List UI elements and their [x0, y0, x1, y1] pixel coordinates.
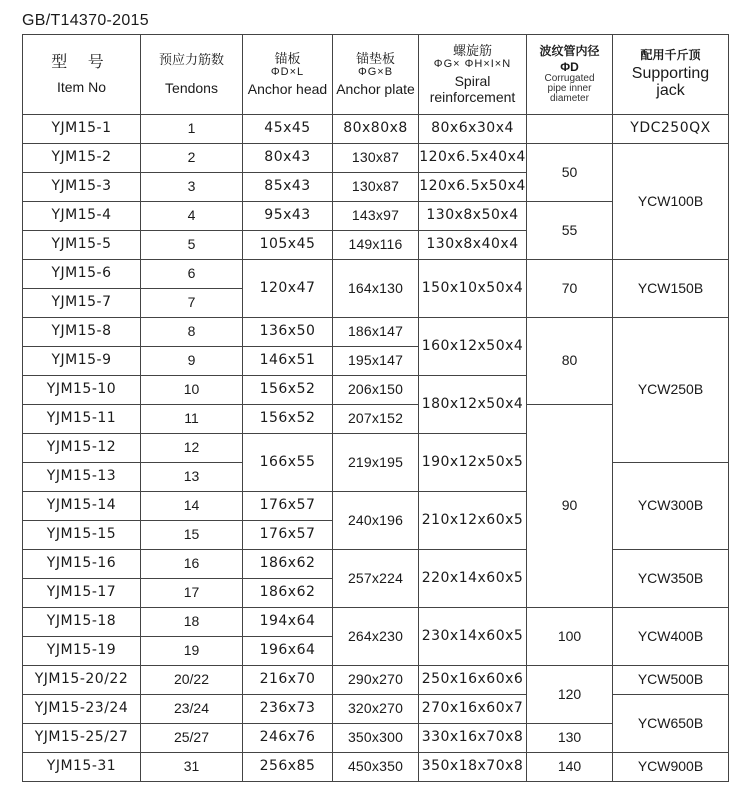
pipe-diameter-cell: 100 — [527, 608, 613, 666]
tendons-cell: 14 — [141, 492, 243, 521]
anchor-plate-cell: 143x97 — [333, 202, 419, 231]
anchor-head-cell: 80x43 — [243, 144, 333, 173]
tendons-cell: 3 — [141, 173, 243, 202]
item-cell: YJM15-13 — [23, 463, 141, 492]
table-row — [23, 550, 729, 579]
anchor-head-cell: 246x76 — [243, 724, 333, 753]
pipe-diameter-cell: 70 — [527, 260, 613, 318]
pipe-diameter-cell: 55 — [527, 202, 613, 260]
tendons-cell: 10 — [141, 376, 243, 405]
item-cell: YJM15-5 — [23, 231, 141, 260]
tendons-cell: 9 — [141, 347, 243, 376]
tendons-cell: 23/24 — [141, 695, 243, 724]
pipe-diameter-cell: 130 — [527, 724, 613, 753]
tendons-cell: 8 — [141, 318, 243, 347]
anchor-head-cell: 156x52 — [243, 376, 333, 405]
tendons-cell: 15 — [141, 521, 243, 550]
spiral-cell: 220x14x60x5 — [419, 550, 527, 608]
table-row — [23, 666, 729, 695]
anchor-head-cell: 196x64 — [243, 637, 333, 666]
anchor-head-cell: 186x62 — [243, 550, 333, 579]
item-cell: YJM15-9 — [23, 347, 141, 376]
anchor-head-cell: 85x43 — [243, 173, 333, 202]
tendons-cell: 25/27 — [141, 724, 243, 753]
anchor-plate-cell: 130x87 — [333, 144, 419, 173]
anchor-plate-cell: 206x150 — [333, 376, 419, 405]
spiral-cell: 120x6.5x40x4 — [419, 144, 527, 173]
tendons-cell: 13 — [141, 463, 243, 492]
header-anchor-head: 锚板 ΦD×L Anchor head — [243, 35, 333, 115]
table-row — [23, 144, 729, 173]
item-cell: YJM15-15 — [23, 521, 141, 550]
jack-cell: YCW900B — [613, 753, 729, 782]
header-tendons: 预应力筋数 Tendons — [141, 35, 243, 115]
item-cell: YJM15-19 — [23, 637, 141, 666]
anchor-head-cell: 194x64 — [243, 608, 333, 637]
spiral-cell: 130x8x40x4 — [419, 231, 527, 260]
jack-cell: YCW300B — [613, 463, 729, 550]
jack-cell: YCW350B — [613, 550, 729, 608]
item-cell: YJM15-2 — [23, 144, 141, 173]
item-cell: YJM15-1 — [23, 115, 141, 144]
item-cell: YJM15-7 — [23, 289, 141, 318]
spiral-cell: 120x6.5x50x4 — [419, 173, 527, 202]
pipe-diameter-cell: 140 — [527, 753, 613, 782]
anchor-head-cell: 45x45 — [243, 115, 333, 144]
tendons-cell: 6 — [141, 260, 243, 289]
tendons-cell: 17 — [141, 579, 243, 608]
pipe-diameter-cell: 80 — [527, 318, 613, 405]
tendons-cell: 16 — [141, 550, 243, 579]
spiral-cell: 270x16x60x7 — [419, 695, 527, 724]
table-row — [23, 260, 729, 289]
spiral-cell: 160x12x50x4 — [419, 318, 527, 376]
anchor-plate-cell: 350x300 — [333, 724, 419, 753]
item-cell: YJM15-25/27 — [23, 724, 141, 753]
jack-cell: YDC250QX — [613, 115, 729, 144]
anchor-head-cell: 186x62 — [243, 579, 333, 608]
anchor-spec-table — [22, 34, 729, 782]
tendons-cell: 18 — [141, 608, 243, 637]
anchor-plate-cell: 186x147 — [333, 318, 419, 347]
tendons-cell: 20/22 — [141, 666, 243, 695]
item-cell: YJM15-16 — [23, 550, 141, 579]
item-cell: YJM15-23/24 — [23, 695, 141, 724]
anchor-head-cell: 176x57 — [243, 521, 333, 550]
anchor-head-cell: 136x50 — [243, 318, 333, 347]
table-row — [23, 695, 729, 724]
anchor-head-cell: 176x57 — [243, 492, 333, 521]
anchor-plate-cell: 264x230 — [333, 608, 419, 666]
item-cell: YJM15-8 — [23, 318, 141, 347]
item-cell: YJM15-3 — [23, 173, 141, 202]
spiral-cell: 210x12x60x5 — [419, 492, 527, 550]
item-cell: YJM15-17 — [23, 579, 141, 608]
jack-cell: YCW400B — [613, 608, 729, 666]
header-pipe-diameter: 波纹管内径 ΦD Corrugated pipe inner diameter — [527, 35, 613, 115]
spiral-cell: 180x12x50x4 — [419, 376, 527, 434]
pipe-diameter-cell: 120 — [527, 666, 613, 724]
tendons-cell: 7 — [141, 289, 243, 318]
pipe-diameter-cell — [527, 115, 613, 144]
table-row — [23, 753, 729, 782]
tendons-cell: 4 — [141, 202, 243, 231]
spiral-cell: 80x6x30x4 — [419, 115, 527, 144]
item-cell: YJM15-4 — [23, 202, 141, 231]
anchor-plate-cell: 450x350 — [333, 753, 419, 782]
item-cell: YJM15-14 — [23, 492, 141, 521]
anchor-plate-cell: 195x147 — [333, 347, 419, 376]
spiral-cell: 190x12x50x5 — [419, 434, 527, 492]
spiral-cell: 350x18x70x8 — [419, 753, 527, 782]
header-anchor-plate: 锚垫板 ΦG×B Anchor plate — [333, 35, 419, 115]
spiral-cell: 250x16x60x6 — [419, 666, 527, 695]
spiral-cell: 150x10x50x4 — [419, 260, 527, 318]
spiral-cell: 330x16x70x8 — [419, 724, 527, 753]
standard-code: GB/T14370-2015 — [22, 12, 149, 29]
anchor-head-cell: 216x70 — [243, 666, 333, 695]
item-cell: YJM15-31 — [23, 753, 141, 782]
jack-cell: YCW500B — [613, 666, 729, 695]
tendons-cell: 31 — [141, 753, 243, 782]
jack-cell: YCW650B — [613, 695, 729, 753]
item-cell: YJM15-11 — [23, 405, 141, 434]
anchor-plate-cell: 240x196 — [333, 492, 419, 550]
anchor-plate-cell: 257x224 — [333, 550, 419, 608]
tendons-cell: 2 — [141, 144, 243, 173]
anchor-head-cell: 156x52 — [243, 405, 333, 434]
anchor-head-cell: 95x43 — [243, 202, 333, 231]
item-cell: YJM15-10 — [23, 376, 141, 405]
jack-cell: YCW150B — [613, 260, 729, 318]
tendons-cell: 12 — [141, 434, 243, 463]
spiral-cell: 130x8x50x4 — [419, 202, 527, 231]
anchor-head-cell: 105x45 — [243, 231, 333, 260]
item-cell: YJM15-12 — [23, 434, 141, 463]
anchor-plate-cell: 207x152 — [333, 405, 419, 434]
table-row — [23, 608, 729, 637]
tendons-cell: 11 — [141, 405, 243, 434]
anchor-head-cell: 166x55 — [243, 434, 333, 492]
pipe-diameter-cell: 50 — [527, 144, 613, 202]
anchor-head-cell: 146x51 — [243, 347, 333, 376]
tendons-cell: 5 — [141, 231, 243, 260]
table-row — [23, 115, 729, 144]
anchor-plate-cell: 130x87 — [333, 173, 419, 202]
tendons-cell: 1 — [141, 115, 243, 144]
header-item-no: 型 号 Item No — [23, 35, 141, 115]
item-cell: YJM15-18 — [23, 608, 141, 637]
table-row — [23, 318, 729, 347]
anchor-head-cell: 236x73 — [243, 695, 333, 724]
anchor-head-cell: 120x47 — [243, 260, 333, 318]
anchor-plate-cell: 149x116 — [333, 231, 419, 260]
anchor-plate-cell: 80x80x8 — [333, 115, 419, 144]
item-cell: YJM15-6 — [23, 260, 141, 289]
spiral-cell: 230x14x60x5 — [419, 608, 527, 666]
anchor-plate-cell: 320x270 — [333, 695, 419, 724]
anchor-head-cell: 256x85 — [243, 753, 333, 782]
jack-cell: YCW100B — [613, 144, 729, 260]
header-row — [23, 35, 729, 115]
jack-cell: YCW250B — [613, 318, 729, 463]
item-cell: YJM15-20/22 — [23, 666, 141, 695]
anchor-plate-cell: 290x270 — [333, 666, 419, 695]
pipe-diameter-cell: 90 — [527, 405, 613, 608]
header-jack: 配用千斤顶 Supporting jack — [613, 35, 729, 115]
tendons-cell: 19 — [141, 637, 243, 666]
anchor-plate-cell: 219x195 — [333, 434, 419, 492]
anchor-plate-cell: 164x130 — [333, 260, 419, 318]
header-spiral: 螺旋筋 ΦG× ΦH×I×N Spiral reinforcement — [419, 35, 527, 115]
